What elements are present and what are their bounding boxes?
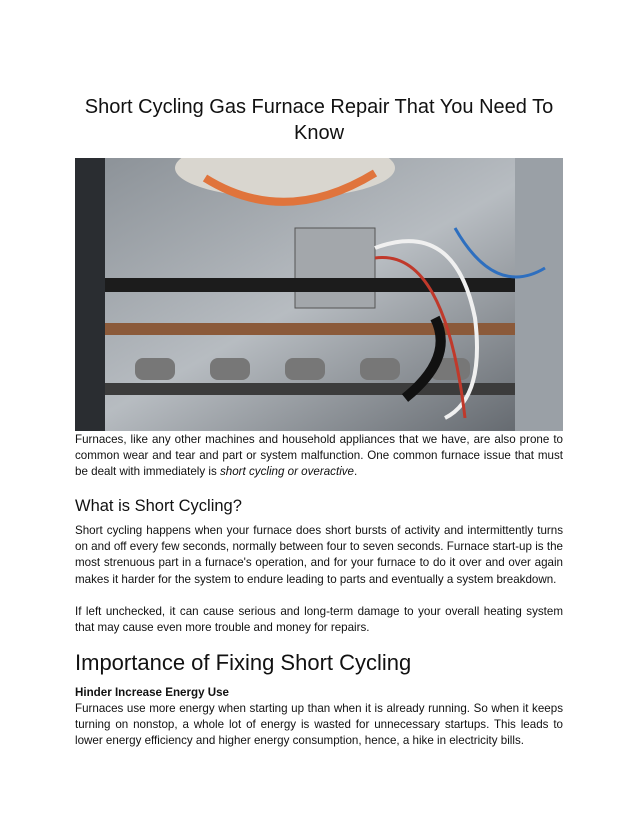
subheading-energy-use: Hinder Increase Energy Use bbox=[75, 686, 230, 699]
intro-emphasis: short cycling or overactive bbox=[219, 465, 355, 479]
intro-text-end: . bbox=[354, 465, 358, 479]
furnace-illustration bbox=[75, 158, 563, 431]
section1-paragraph-1: Short cycling happens when your furnace does short bursts of activity and intermittently turns on and off every few seconds, normally between four to seven seconds. Furnace start-up is the most strenuous part in a furnace's operation, and for your furnace to do it over and over again makes it harder for the system to endure leading to parts and eventually a system breakdown. bbox=[75, 524, 563, 586]
section2-paragraph-1: Furnaces use more energy when starting up than when it is already running. So when it keeps turning on nonstop, a whole lot of energy is wasted for unnecessary startups. This leads to lower energy efficiency and higher energy consumption, hence, a hike in electricity bills. bbox=[75, 702, 563, 748]
intro-text: Furnaces, like any other machines and household appliances that we have, are also prone to common wear and tear and part or system malfunction. One common furnace issue that must be dealt with immediately is bbox=[75, 433, 563, 479]
section-heading-what-is: What is Short Cycling? bbox=[75, 497, 242, 515]
furnace-photo bbox=[75, 158, 563, 431]
intro-paragraph bbox=[75, 432, 563, 481]
page-title: Short Cycling Gas Furnace Repair That You Need To Know bbox=[84, 96, 554, 144]
section1-paragraph-2: If left unchecked, it can cause serious and long-term damage to your overall heating system that may cause even more trouble and money for repairs. bbox=[75, 605, 563, 635]
section-heading-importance: Importance of Fixing Short Cycling bbox=[75, 650, 412, 675]
